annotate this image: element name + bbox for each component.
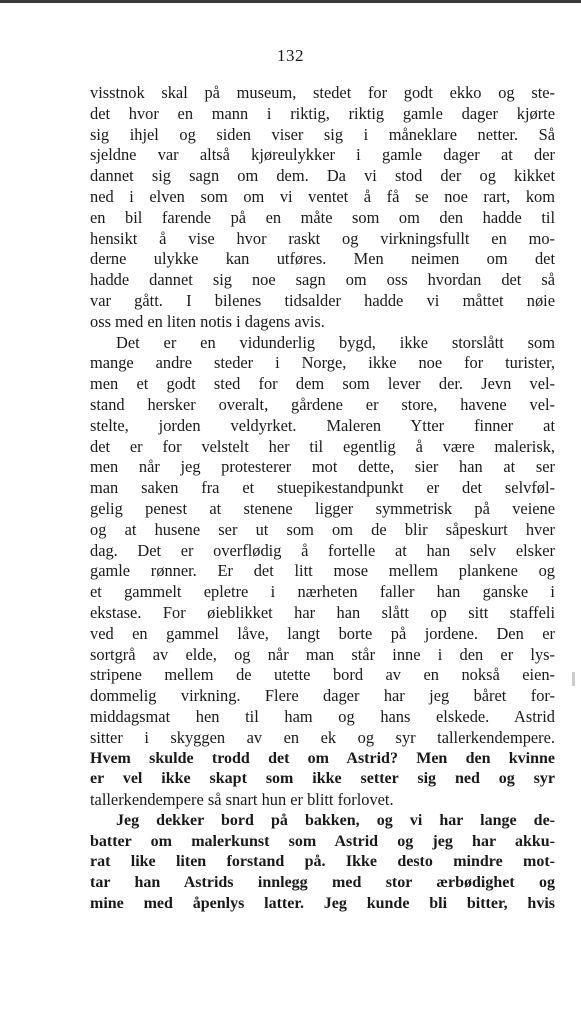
text-line: ned i elven som om vi ventet å få se noe rart, kom (90, 186, 555, 206)
text-line: man saken fra et stuepikestandpunkt er det selvføl- (90, 478, 555, 498)
text-line: derne ulykke kan utføres. Men neimen om det (90, 249, 555, 269)
text-line: et gammelt epletre i nærheten faller han ganske i (90, 582, 555, 602)
text-line: ved en gammel låve, langt borte på jordene. Den er (90, 623, 555, 643)
text-line: batter om malerkunst som Astrid og jeg har akku- (90, 832, 555, 850)
text-line: stand hersker overalt, gårdene er store, havene vel- (90, 394, 555, 414)
text-line: og at husene ser ut som om de blir såpeskurt hver (90, 519, 555, 539)
text-line: gamle rønner. Er det litt mose mellem plankene og (90, 561, 555, 581)
text-line: det er for velstelt her til egentlig å være malerisk, (90, 436, 555, 456)
text-line: sig ihjel og siden viser sig i måneklare netter. Så (90, 124, 555, 144)
text-line: Jeg dekker bord på bakken, og vi har lange de- (116, 811, 555, 829)
text-line: middagsmat hen til ham og hans elskede. Astrid (90, 706, 555, 726)
text-line: er vel ikke skapt som ikke setter sig ned og syr (90, 770, 555, 788)
text-line: det hvor en mann i riktig, riktig gamle dager kjørte (90, 103, 555, 123)
text-line: men når jeg protesterer mot dette, sier han at ser (90, 457, 555, 477)
text-line: mange andre steder i Norge, ikke noe for turister, (90, 353, 555, 373)
text-line: men et godt sted for dem som lever der. Jevn vel- (90, 374, 555, 394)
page-number: 132 (277, 46, 304, 65)
text-line: gelig penest at stenene ligger symmetrisk på veiene (90, 498, 555, 518)
text-line: var gått. I bilenes tidsalder hadde vi måttet nøie (90, 290, 555, 310)
text-line: hadde dannet sig noe sagn om oss hvordan det så (90, 270, 555, 290)
text-line: ekstase. For øieblikket har han slått op sitt staffeli (90, 602, 555, 622)
text-line: Hvem skulde trodd det om Astrid? Men den kvinne (90, 749, 555, 767)
text-line: dannet sig sagn om dem. Da vi stod der og kikket (90, 166, 555, 186)
text-line: dommelig virkning. Flere dager har jeg båret for- (90, 686, 555, 706)
text-line: en bil farende på en måte som om den hadde til (90, 207, 555, 227)
text-line: sitter i skyggen av en ek og syr tallerkendempere. (90, 727, 555, 747)
text-line: Det er en vidunderlig bygd, ikke storslått som (116, 332, 555, 352)
text-line: mine med åpenlys latter. Jeg kunde bli bitter, hvis (90, 895, 555, 913)
text-line: sortgrå av elde, og når man står inne i den er lys- (90, 644, 555, 664)
text-line: tar han Astrids innlegg med stor ærbødighet og (90, 874, 555, 892)
text-line: dag. Det er overflødig å fortelle at han selv elsker (90, 540, 555, 560)
text-line: stelte, jorden veldyrket. Maleren Ytter finner at (90, 415, 555, 435)
text-line: rat like liten forstand på. Ikke desto mindre mot- (90, 853, 555, 871)
body-text (90, 83, 555, 915)
text-line: stripene mellem de utette bord av en nokså eien- (90, 665, 555, 685)
text-line: tallerkendempere så snart hun er blitt forlovet. (90, 790, 394, 810)
text-line: oss med en liten notis i dagens avis. (90, 311, 325, 331)
top-border-rule (0, 0, 581, 3)
text-line: hensikt å vise hvor raskt og virkningsfullt en mo- (90, 228, 555, 248)
text-line: sjeldne var altså kjøreulykker i gamle dager at der (90, 145, 555, 165)
text-line: visstnok skal på museum, stedet for godt ekko og ste- (90, 83, 555, 102)
margin-mark (572, 672, 575, 686)
